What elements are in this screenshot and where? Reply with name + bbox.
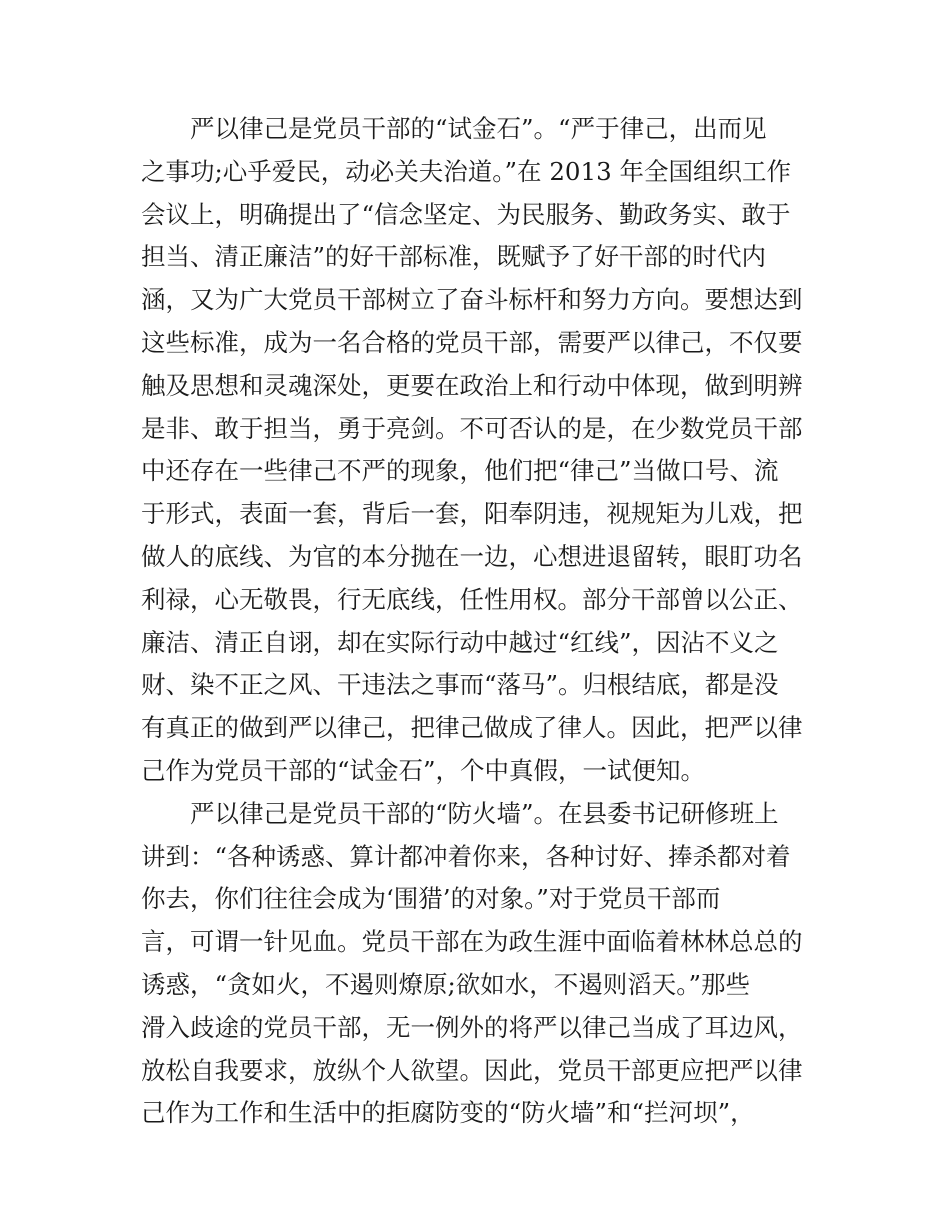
text-line: 会议上，明确提出了“信念坚定、为民服务、勤政务实、敢于 [141, 199, 791, 229]
text-line: 是非、敢于担当，勇于亮剑。不可否认的是，在少数党员干部 [141, 413, 803, 443]
document-body [141, 108, 816, 1135]
text-line: 触及思想和灵魂深处，更要在政治上和行动中体现，做到明辨 [141, 370, 803, 400]
text-line: 诱惑，“贪如火，不遏则燎原;欲如水，不遏则滔天。”那些 [141, 969, 751, 999]
paragraph [141, 108, 816, 793]
text-line: 这些标准，成为一名合格的党员干部，需要严以律己，不仅要 [141, 327, 803, 357]
text-line: 有真正的做到严以律己，把律己做成了律人。因此，把严以律 [141, 713, 803, 743]
text-line: 滑入歧途的党员干部，无一例外的将严以律己当成了耳边风， [141, 1012, 803, 1042]
text-line: 廉洁、清正自诩，却在实际行动中越过“红线”，因沾不义之 [141, 627, 779, 657]
text-line: 严以律己是党员干部的“试金石”。“严于律己，出而见 [190, 114, 767, 143]
text-line: 己作为工作和生活中的拒腐防变的“防火墙”和“拦河坝”， [141, 1098, 755, 1128]
text-line: 严以律己是党员干部的“防火墙”。在县委书记研修班上 [190, 798, 779, 828]
text-line: 讲到：“各种诱惑、算计都冲着你来，各种讨好、捧杀都对着 [141, 841, 791, 871]
text-line: 中还存在一些律己不严的现象，他们把“律己”当做口号、流 [141, 456, 779, 486]
text-line: 担当、清正廉洁”的好干部标准，既赋予了好干部的时代内 [141, 242, 767, 272]
paragraph [141, 793, 816, 1135]
text-line: 利禄，心无敬畏，行无底线，任性用权。部分干部曾以公正、 [141, 584, 803, 614]
text-line: 涵，又为广大党员干部树立了奋斗标杆和努力方向。要想达到 [141, 285, 803, 315]
text-line: 言，可谓一针见血。党员干部在为政生涯中面临着林林总总的 [141, 927, 803, 957]
text-line: 放松自我要求，放纵个人欲望。因此，党员干部更应把严以律 [141, 1055, 803, 1085]
text-line: 之事功;心乎爱民，动必关夫治道。”在 2013 年全国组织工作 [141, 156, 791, 186]
text-line: 做人的底线、为官的本分抛在一边，心想进退留转，眼盯功名 [141, 541, 803, 571]
text-line: 你去，你们往往会成为‘围猎’的对象。”对于党员干部而 [141, 884, 721, 914]
text-line: 财、染不正之风、干违法之事而“落马”。归根结底，都是没 [141, 670, 779, 700]
text-line: 己作为党员干部的“试金石”，个中真假，一试便知。 [141, 755, 706, 785]
text-line: 于形式，表面一套，背后一套，阳奉阴违，视规矩为儿戏，把 [141, 499, 803, 529]
